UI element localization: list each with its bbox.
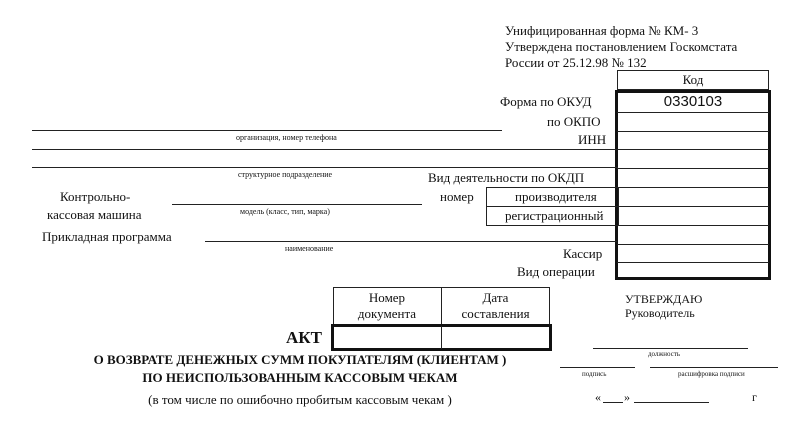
position-caption: должность [648,350,681,358]
act-title: АКТ [286,328,322,347]
year-suffix: г [752,390,757,404]
act-title-line-2: ПО НЕИСПОЛЬЗОВАННЫМ КАССОВЫМ ЧЕКАМ [142,370,458,385]
decode-caption: расшифровка подписи [678,370,745,378]
program-line[interactable] [205,241,617,242]
form-approval: Утверждена постановлением Госкомстата [505,39,738,54]
position-line[interactable] [593,348,748,349]
okud-label: Форма по ОКУД [500,94,592,109]
signature-caption: подпись [582,370,607,378]
approve-title: УТВЕРЖДАЮ [625,292,703,306]
day-line[interactable] [603,402,623,403]
kkm-label-2: кассовая машина [47,207,142,222]
doc-number-field[interactable] [334,327,440,348]
number-label: номер [440,189,474,204]
kkm-label-1: Контрольно- [60,189,131,204]
manufacturer-label: производителя [515,189,597,204]
model-caption: модель (класс, тип, марка) [240,207,330,216]
signature-line[interactable] [560,367,635,368]
doc-date-header-2: составления [461,306,530,321]
subdivision-line[interactable] [32,167,618,168]
act-title-line-1: О ВОЗВРАТЕ ДЕНЕЖНЫХ СУММ ПОКУПАТЕЛЯМ (КЛИЕНТАМ ) [93,352,507,367]
codes-frame [615,90,771,280]
subdivision-caption: структурное подразделение [238,170,333,179]
doc-number-header-1: Номер [368,290,406,305]
registration-label: регистрационный [505,208,604,223]
doc-date-header-1: Дата [482,290,509,305]
form-approval-date: России от 25.12.98 № 132 [505,55,647,70]
form-name: Унифицированная форма № КМ- 3 [505,23,699,38]
name-caption: наименование [285,244,334,253]
operation-label: Вид операции [517,264,595,279]
okpo-label: по ОКПО [547,114,601,129]
month-line[interactable] [634,402,709,403]
okdp-label: Вид деятельности по ОКДП [428,170,585,185]
org-line[interactable] [32,130,502,131]
program-label: Прикладная программа [42,229,172,244]
act-title-line-3: (в том числе по ошибочно пробитым кассовым чекам ) [148,392,452,407]
cashier-label: Кассир [563,246,603,261]
decode-line[interactable] [650,367,778,368]
quote-open: « [595,390,601,404]
code-header: Код [682,72,704,87]
inn-label: ИНН [578,132,607,147]
okud-code: 0330103 [663,93,723,110]
quote-close: » [624,390,630,404]
approve-role: Руководитель [625,306,695,320]
doc-date-field[interactable] [443,327,549,348]
doc-number-header-2: документа [357,306,417,321]
org-caption: организация, номер телефона [236,133,337,142]
kkm-model-line[interactable] [172,204,422,205]
